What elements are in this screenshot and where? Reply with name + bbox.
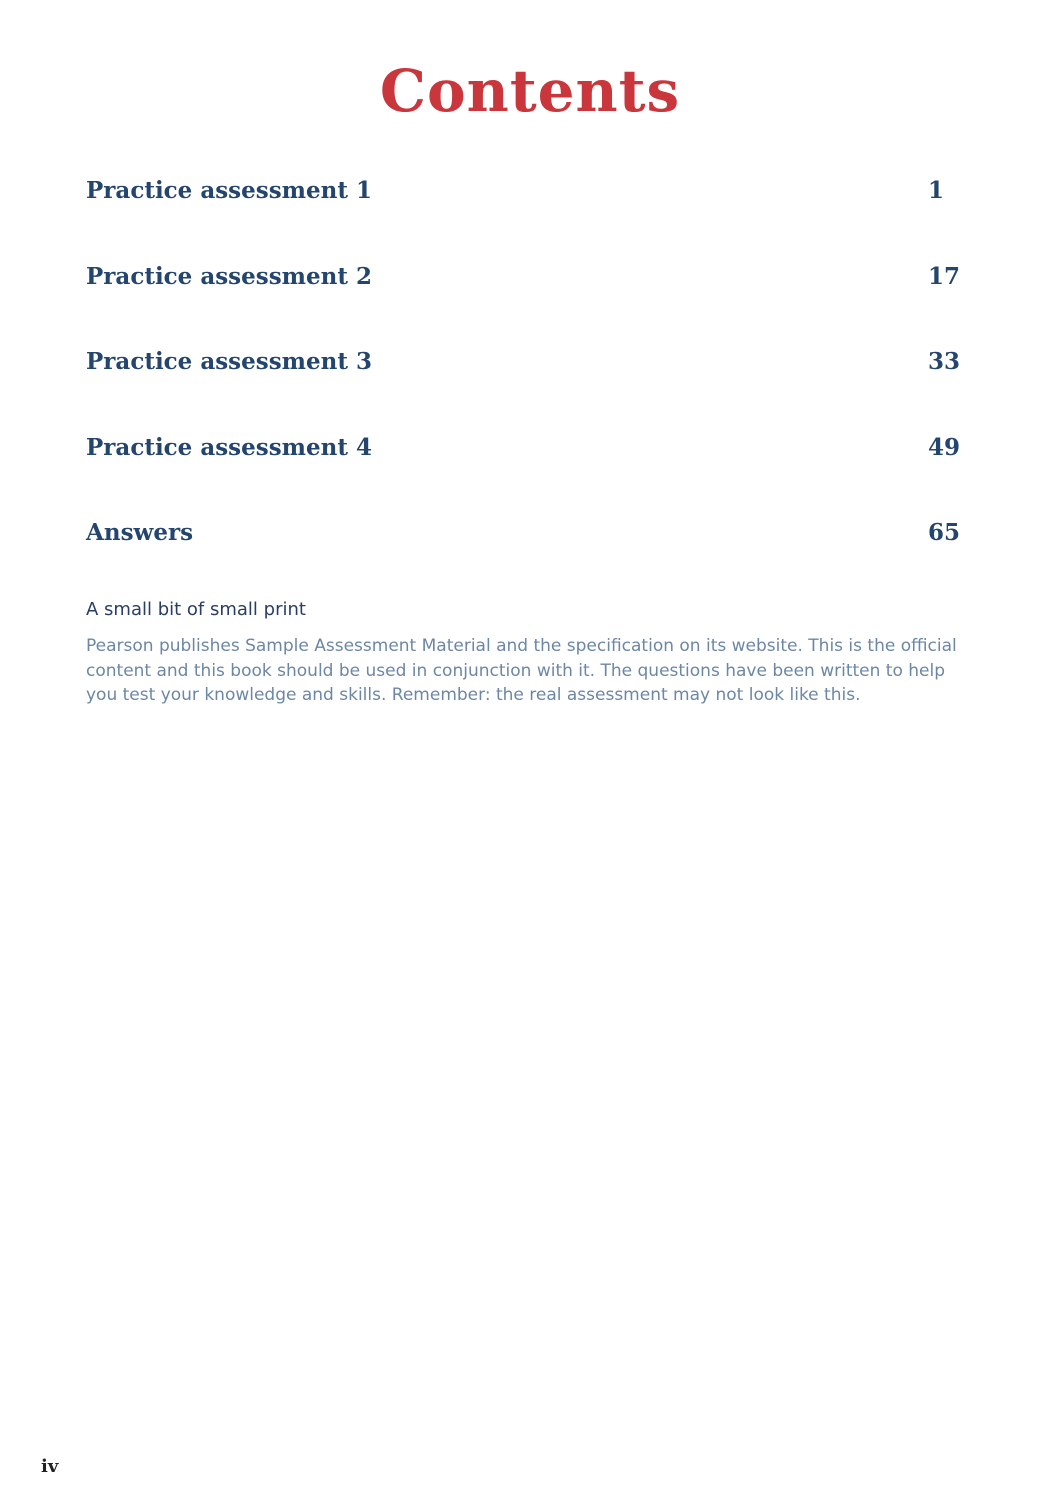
toc-entry-page-number: 49 xyxy=(928,433,961,461)
toc-entry-page-number: 65 xyxy=(928,519,961,546)
toc-entry-label: Answers xyxy=(86,519,194,546)
toc-entry-answers[interactable] xyxy=(86,514,961,600)
small-print-body: Pearson publishes Sample Assessment Material and the specification on its website. This is the official content and this book should be used in conjunction with it. The questions have been written to help you test your knowledge and skills. Remember: the real assessment may not look like this. xyxy=(86,636,957,705)
page-folio: iv xyxy=(41,1456,59,1477)
toc-entry-label: Practice assessment 4 xyxy=(86,433,372,461)
toc-entry-label: Practice assessment 1 xyxy=(86,177,372,204)
toc-entry-practice-assessment-2[interactable] xyxy=(86,258,961,344)
toc-entry-practice-assessment-4[interactable] xyxy=(86,429,961,515)
toc-entry-page-number: 33 xyxy=(928,348,961,375)
toc-entry-practice-assessment-3[interactable] xyxy=(86,343,961,429)
toc-entry-page-number: 17 xyxy=(928,262,961,290)
toc-entry-practice-assessment-1[interactable] xyxy=(86,172,958,258)
toc-entry-label: Practice assessment 3 xyxy=(86,348,372,375)
toc-entry-label: Practice assessment 2 xyxy=(86,262,372,290)
table-of-contents xyxy=(86,172,961,600)
page-title: Contents xyxy=(379,57,681,125)
small-print-heading: A small bit of small print xyxy=(86,599,306,620)
toc-entry-page-number: 1 xyxy=(928,177,945,204)
